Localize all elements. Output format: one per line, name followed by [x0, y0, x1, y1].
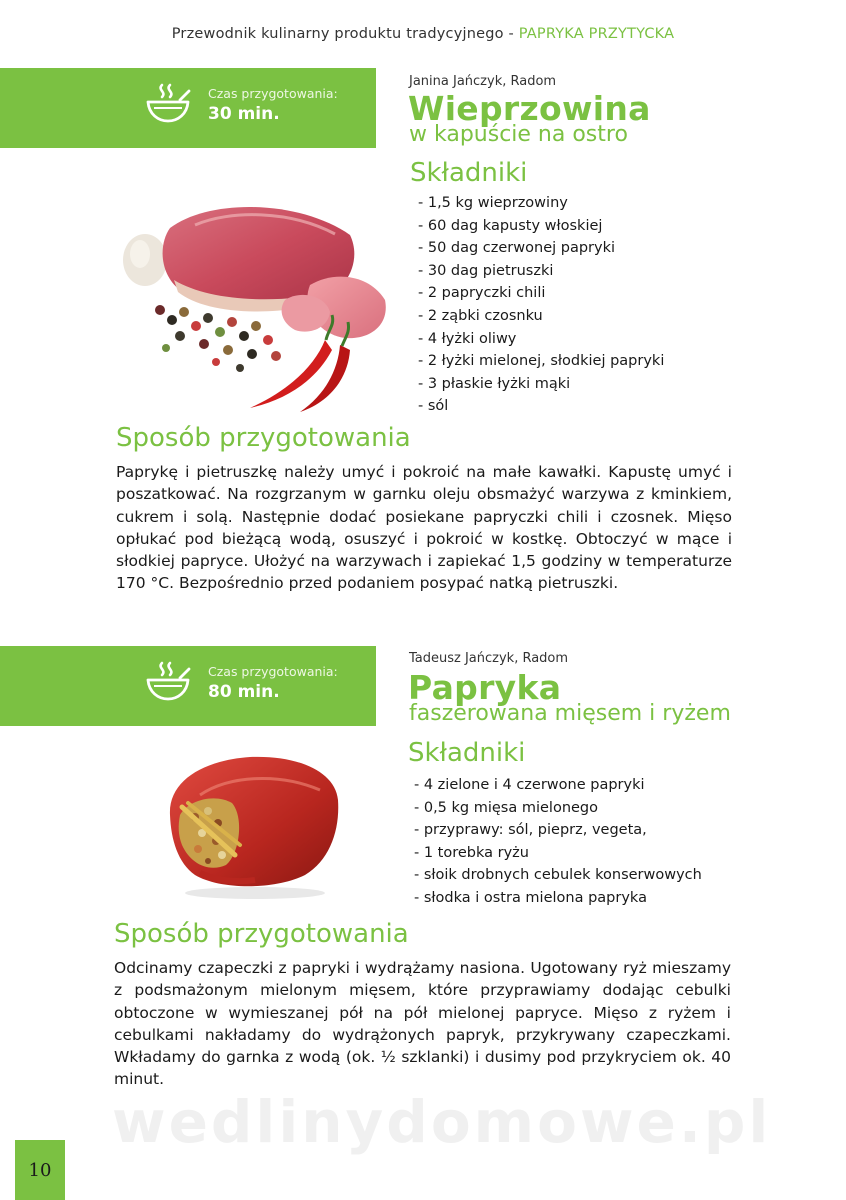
prep-time-label: Czas przygotowania: [208, 664, 338, 679]
prep-time-band [0, 68, 376, 148]
ingredients-list [414, 774, 702, 910]
ingredient-item: - 1,5 kg wieprzowiny [418, 195, 568, 211]
method-text: Odcinamy czapeczki z papryki i wydrążamy nasiona. Ugotowany ryż mieszamy z podsmażonym mielonym mięsem, które przyprawiamy dodając cebulki obtoczone w wymieszanej pół na pół mielonej papryce. Mięso z ryżem i cebulkami nakładamy do wydrążonych papryk, przykrywany czapeczkami. Wkładamy do garnka z wodą (ok. ½ szklanki) i dusimy pod przykryciem ok. 40 minut. [114, 959, 731, 1089]
header-accent: PAPRYKA PRZYTYCKA [518, 26, 675, 42]
bowl-steam-icon [145, 660, 191, 704]
watermark: wedlinydomowe.pl [112, 1088, 772, 1156]
pork-meat-photo [100, 150, 400, 412]
recipe-title: Papryka [408, 668, 562, 707]
ingredient-item: - 2 łyżki mielonej, słodkiej papryki [418, 353, 665, 370]
ingredients-list [418, 192, 664, 418]
prep-time-value: 80 min. [208, 682, 280, 702]
stuffed-pepper-photo [160, 745, 350, 905]
ingredient-item: - 4 zielone i 4 czerwone papryki [414, 777, 645, 793]
method-heading: Sposób przygotowania [116, 423, 411, 453]
recipe-subtitle: w kapuście na ostro [409, 122, 628, 147]
ingredient-item: - 50 dag czerwonej papryki [418, 240, 616, 257]
prep-time-band [0, 646, 376, 726]
bowl-steam-icon [145, 82, 191, 126]
ingredient-item: - sól [418, 398, 449, 415]
ingredients-heading: Składniki [410, 158, 528, 188]
ingredient-item: - 60 dag kapusty włoskiej [418, 217, 603, 234]
ingredient-item: - 4 łyżki oliwy [418, 330, 517, 347]
ingredient-item: - 0,5 kg mięsa mielonego [414, 799, 599, 816]
prep-time-label: Czas przygotowania: [208, 86, 338, 101]
header-text: Przewodnik kulinarny produktu tradycyjnego - [171, 26, 519, 42]
method-heading: Sposób przygotowania [114, 919, 409, 949]
ingredient-item: - 2 ząbki czosnku [418, 307, 543, 324]
ingredient-item: - słoik drobnych cebulek konserwowych [414, 867, 702, 884]
ingredient-item: - 3 płaskie łyżki mąki [418, 375, 571, 392]
recipe-author: Tadeusz Jańczyk, Radom [409, 651, 569, 666]
recipe-subtitle: faszerowana mięsem i ryżem [409, 701, 731, 726]
recipe-author: Janina Jańczyk, Radom [409, 74, 557, 89]
ingredient-item: - 30 dag pietruszki [418, 262, 554, 279]
page-header [0, 26, 846, 42]
ingredient-item: - słodka i ostra mielona papryka [414, 889, 647, 906]
ingredients-heading: Składniki [408, 738, 526, 768]
page-number: 10 [28, 1160, 52, 1181]
recipe-title: Wieprzowina [408, 89, 651, 128]
ingredient-item: - 2 papryczki chili [418, 285, 546, 302]
ingredient-item: - 1 torebka ryżu [414, 844, 529, 861]
prep-time-value: 30 min. [208, 104, 280, 124]
method-text: Paprykę i pietruszkę należy umyć i pokroić na małe kawałki. Kapustę umyć i poszatkować. Na rozgrzanym w garnku oleju obsmażyć warzywa z kminkiem, cukrem i solą. Następnie dodać posiekane papryczki chili i czosnek. Mięso opłukać pod bieżącą wodą, osuszyć i pokroić w kostkę. Obtoczyć w mące i słodkiej papryce. Ułożyć na warzywach i zapiekać 1,5 godziny w temperaturze 170 °C. Bezpośrednio przed podaniem posypać natką pietruszki. [116, 463, 732, 593]
ingredient-item: - przyprawy: sól, pieprz, vegeta, [414, 822, 647, 839]
